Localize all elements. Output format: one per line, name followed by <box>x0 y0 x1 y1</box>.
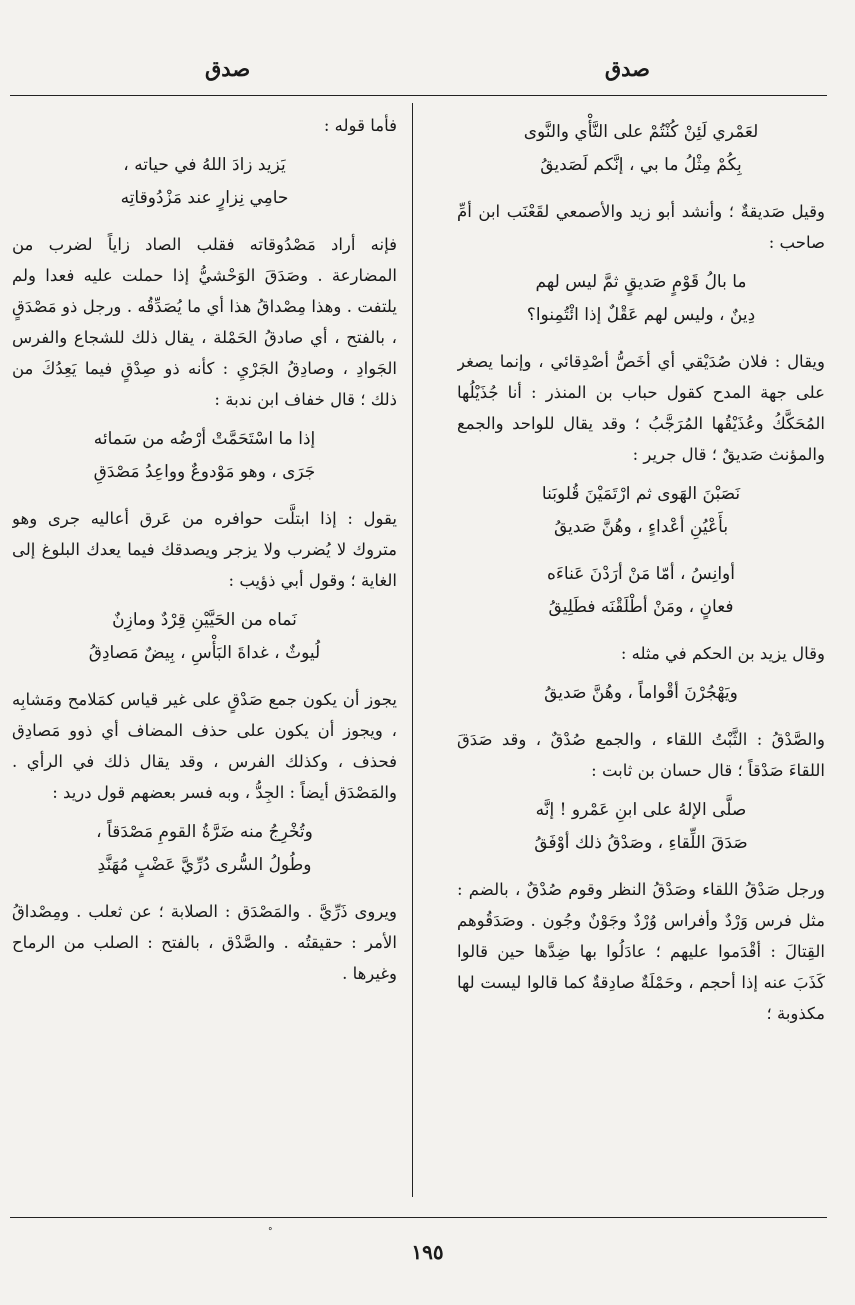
entry-paragraph: ويقال : فلان صُدَيْقي أي أخَصُّ أصْدِقائي ، وإنما يصغر على جهة المدح كقول حباب بن المنذر : أنا جُذَيْلُها المُحَكَّكُ وعُذَيْقُها المُرَجَّبُ ؛ وقد يقال للواحد والجمع والمؤنث صَديقٌ ؛ قال جرير : <box>457 352 825 464</box>
entry-paragraph: فإنه أراد مَصْدُوقاته فقلب الصاد زاياً لضرب من المضارعة . وصَدَقَ الوَحْشيُّ إذا حملت عليه فعدا ولم يلتفت . وهذا مِصْداقُ هذا أي ما يُصَدِّقُه . ورجل ذو مَصْدَقٍ ، بالفتح ، أي صادقُ الحَمْلة ، يقال ذلك للشجاع والفرس الجَوادِ ، وصادِقُ الجَرْيِ : كأنه ذو صِدْقٍ فيما يَعِدُكَ من ذلك ؛ قال خفاف ابن ندبة : <box>12 235 397 409</box>
left-column <box>12 110 397 1210</box>
verse-block <box>457 478 825 544</box>
verse-line: يَزيد زادَ اللهُ في حياته ، <box>123 155 286 175</box>
verse-line: ما بالُ قَوْمٍ صَديقٍ ثمَّ ليس لهم <box>535 272 747 292</box>
header-rule <box>10 95 827 96</box>
entry-paragraph: يجوز أن يكون جمع صَدْقٍ على غير قياس كمَلامح ومَشابِه ، ويجوز أن يكون على حذف المضاف أي ذوو مَصادِق فحذف ، وكذلك الفرس ، وقد يقال ذلك في الرأي . والمَصْدَق أيضاً : الجِدُّ ، وبه فسر بعضهم قول دريد : <box>12 690 397 802</box>
running-header-left: صدق <box>205 56 251 81</box>
verse-block <box>457 116 825 182</box>
footer-rule <box>10 1217 827 1218</box>
verse-block <box>457 677 825 710</box>
entry-paragraph: وقال يزيد بن الحكم في مثله : <box>620 644 825 663</box>
verse-block <box>12 604 397 670</box>
verse-line: بِكُمْ مِثْلُ ما بي ، إنَّكم لَصَديقُ <box>540 155 742 175</box>
entry-paragraph: والصَّدْقُ : الثَّبْتُ اللقاء ، والجمع صُدْقٌ ، وقد صَدَقَ اللقاءَ صَدْقاً ؛ قال حسان بن ثابت : <box>457 730 825 780</box>
verse-line: إذا ما اسْتَحَمَّتْ أرْضُه من سَمائه <box>93 429 316 449</box>
verse-block <box>457 558 825 624</box>
verse-line: لُيوثٌ ، غداةَ البَأْسِ ، بِيضٌ مَصادِقُ <box>88 643 321 663</box>
entry-paragraph: وقيل صَديقةٌ ؛ وأنشد أبو زيد والأصمعي لقَعْنَب ابن أمِّ صاحب : <box>457 202 825 252</box>
verse-line: صَدَقَ اللِّقاءِ ، وصَدْقُ ذلك أوْفَقُ <box>534 833 748 853</box>
verse-line: حامِي نِزارٍ عند مَزْدُوقاتِه <box>120 188 289 208</box>
entry-paragraph: ورجل صَدْقُ اللقاء وصَدْقُ النظر وقوم صُدْقٌ ، بالضم : مثل فرس وَرْدٌ وأفراس وُرْدٌ وجَوْنٌ وجُون . وصَدَقُوهم القِتالَ : أقْدَموا عليهم ؛ عادَلُوا بها ضِدَّها حين قالوا كَذَبَ عنه إذا أحجم ، وحَمْلَةٌ صادِقةٌ كما قالوا ليست لها مكذوبة ؛ <box>457 880 825 1023</box>
page-number: ١٩٥ <box>411 1240 444 1264</box>
running-header-right: صدق <box>604 56 650 81</box>
verse-line: ويَهْجُرْنَ أقْواماً ، وهُنَّ صَديقُ <box>544 683 738 703</box>
verse-block <box>457 266 825 332</box>
entry-paragraph: فأما قوله : <box>323 116 397 135</box>
verse-line: فعانٍ ، ومَنْ أطْلَقْنَه فطَلِيقُ <box>548 597 734 617</box>
verse-block <box>12 423 397 489</box>
verse-line: لعَمْري لَئِنْ كُنْتُمْ على النَّأْي والنَّوى <box>523 122 759 142</box>
column-divider <box>412 103 413 1197</box>
right-column <box>457 110 825 1210</box>
footer-mark: ° <box>268 1227 273 1237</box>
verse-line: أوانِسُ ، أمّا مَنْ أرَدْنَ عَناءَه <box>547 564 735 584</box>
verse-line: وطُولُ السُّرى دُرِّيَّ عَضْبٍ مُهَنَّدِ <box>97 855 312 875</box>
entry-paragraph: ويروى ذَرِّيَّ . والمَصْدَق : الصلابة ؛ عن ثعلب . ومِصْداقُ الأمر : حقيقتُه . والصَّدْق ، بالفتح : الصلب من الرماح وغيرها . <box>12 902 397 983</box>
verse-block <box>457 794 825 860</box>
verse-block <box>12 816 397 882</box>
verse-line: بأَعْيُنِ أعْداءٍ ، وهُنَّ صَديقُ <box>553 517 729 537</box>
verse-line: دِينٌ ، وليس لهم عَقْلٌ إذا ائْتُمِنوا؟ <box>526 305 756 325</box>
entry-paragraph: يقول : إذا ابتلَّت حوافره من عَرق أعاليه جرى وهو متروك لا يُضرب ولا يزجر ويصدقك فيما يعدك البلوغ إلى الغاية ؛ وقول أبي ذؤيب : <box>12 509 397 590</box>
verse-line: نَماه من الحَيَّيْنِ قِرْدٌ ومازِنٌ <box>112 610 297 630</box>
verse-line: نَصَبْنَ الهَوى ثم ارْتَمَيْنَ قُلوبَنا <box>541 484 741 504</box>
verse-line: جَرَى ، وهو مَوْدوعٌ وواعِدُ مَصْدَقِ <box>93 462 316 482</box>
verse-line: وتُخْرِجُ منه ضَرَّةُ القومِ مَصْدَقاً ، <box>96 822 313 842</box>
verse-block <box>12 149 397 215</box>
verse-line: صلَّى الإلهُ على ابنِ عَمْرو ! إنَّه <box>535 800 747 820</box>
